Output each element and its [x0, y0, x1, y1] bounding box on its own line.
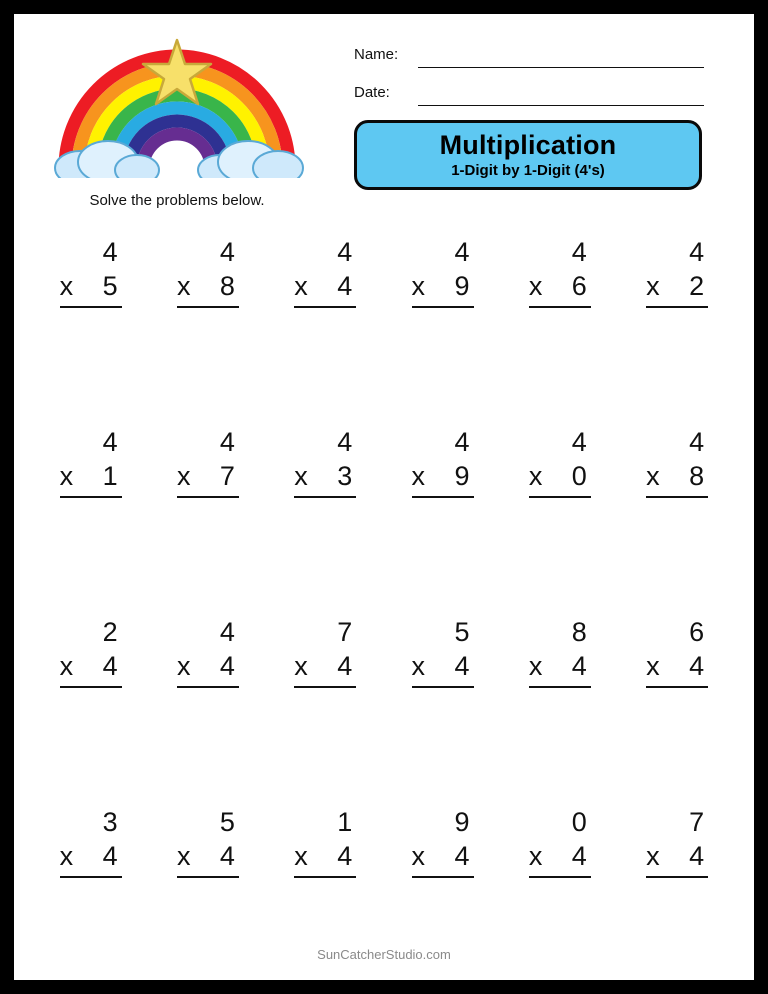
problem-operand-bottom: 4	[689, 650, 705, 681]
title-main: Multiplication	[439, 129, 617, 160]
problem-operand-bottom: 8	[219, 270, 235, 301]
problem-operand-top: 4	[571, 237, 587, 267]
operator-symbol: x	[411, 270, 426, 301]
problem-operand-bottom-row	[60, 650, 122, 688]
problem-operand-bottom: 0	[571, 460, 587, 491]
problem-operand-bottom: 4	[102, 840, 118, 871]
operator-symbol: x	[176, 270, 191, 301]
problem-operand-top: 4	[219, 427, 235, 457]
operator-symbol: x	[294, 840, 308, 871]
problem-operand-bottom-row	[646, 270, 708, 308]
problem-operand-bottom-row	[412, 270, 474, 308]
problem-operand-bottom-row	[412, 840, 474, 878]
operator-symbol: x	[176, 650, 191, 681]
problem-operand-top: 4	[571, 427, 587, 457]
problem-operand-top: 3	[102, 807, 118, 837]
problem-operand-bottom: 3	[337, 460, 353, 491]
problem-operand-bottom: 9	[454, 270, 470, 301]
operator-symbol: x	[411, 460, 426, 491]
problem-operand-bottom: 6	[571, 270, 587, 301]
operator-symbol: x	[59, 840, 74, 871]
problem-operand-bottom: 4	[337, 650, 353, 681]
problem-operand-bottom-row	[646, 460, 708, 498]
problem-operand-top: 9	[454, 807, 470, 837]
operator-symbol: x	[528, 460, 543, 491]
operator-symbol: x	[528, 650, 543, 681]
problem-operand-bottom-row	[529, 460, 591, 498]
problem-operand-bottom-row	[294, 460, 356, 498]
operator-symbol: x	[294, 460, 308, 491]
problem-operand-bottom-row	[529, 840, 591, 878]
name-input-line[interactable]	[418, 66, 704, 68]
operator-symbol: x	[411, 840, 426, 871]
problem-operand-bottom: 4	[337, 840, 353, 871]
problem-operand-bottom-row	[177, 270, 239, 308]
worksheet-header	[14, 14, 754, 214]
problem-operand-bottom-row	[294, 840, 356, 878]
problem-operand-bottom: 4	[454, 840, 470, 871]
problem-cell	[384, 606, 501, 796]
problem-cell	[32, 416, 149, 606]
problem-operand-bottom: 4	[571, 840, 587, 871]
problem-operand-top: 4	[102, 237, 118, 267]
problem-cell	[32, 226, 149, 416]
problem-operand-top: 7	[689, 807, 705, 837]
instruction-text: Solve the problems below.	[89, 192, 265, 209]
operator-symbol: x	[294, 270, 308, 301]
problem-cell	[618, 416, 735, 606]
problem-operand-bottom: 4	[219, 840, 235, 871]
problem-operand-top: 4	[102, 427, 118, 457]
operator-symbol: x	[646, 650, 660, 681]
problem-operand-bottom-row	[529, 270, 591, 308]
problem-cell	[501, 416, 618, 606]
problem-cell	[501, 606, 618, 796]
problem-operand-bottom: 9	[454, 460, 470, 491]
problem-operand-bottom-row	[177, 460, 239, 498]
problem-operand-bottom: 8	[689, 460, 705, 491]
problem-operand-bottom-row	[412, 460, 474, 498]
problem-operand-bottom-row	[646, 650, 708, 688]
problem-operand-bottom: 1	[102, 460, 118, 491]
problem-operand-top: 6	[689, 617, 705, 647]
problem-operand-top: 1	[337, 807, 353, 837]
operator-symbol: x	[294, 650, 308, 681]
problem-operand-top: 7	[337, 617, 353, 647]
operator-symbol: x	[176, 840, 191, 871]
operator-symbol: x	[528, 270, 543, 301]
problem-operand-top: 5	[454, 617, 470, 647]
problem-cell	[149, 416, 266, 606]
problem-row	[32, 226, 736, 416]
problem-cell	[149, 606, 266, 796]
problem-operand-top: 4	[337, 427, 353, 457]
problem-operand-bottom-row	[177, 650, 239, 688]
problem-cell	[618, 226, 735, 416]
problem-operand-bottom: 7	[219, 460, 235, 491]
problem-operand-bottom: 5	[102, 270, 118, 301]
problem-operand-top: 4	[454, 237, 470, 267]
name-label: Name:	[354, 46, 399, 63]
problem-operand-bottom-row	[177, 840, 239, 878]
operator-symbol: x	[59, 650, 74, 681]
problem-operand-bottom: 2	[689, 270, 705, 301]
problem-operand-bottom-row	[60, 460, 122, 498]
problem-operand-bottom: 4	[689, 840, 705, 871]
problem-operand-bottom: 4	[102, 650, 118, 681]
problem-operand-bottom: 4	[219, 650, 235, 681]
problem-operand-bottom-row	[412, 650, 474, 688]
operator-symbol: x	[176, 460, 191, 491]
operator-symbol: x	[646, 840, 660, 871]
problem-operand-bottom-row	[60, 270, 122, 308]
operator-symbol: x	[646, 460, 660, 491]
name-field-row	[354, 44, 704, 70]
problem-cell	[149, 226, 266, 416]
worksheet-page	[14, 14, 754, 980]
date-label: Date:	[354, 84, 390, 101]
operator-symbol: x	[59, 270, 74, 301]
problem-operand-bottom: 4	[454, 650, 470, 681]
operator-symbol: x	[59, 460, 74, 491]
problem-operand-top: 4	[219, 617, 235, 647]
problem-row	[32, 416, 736, 606]
problem-operand-bottom-row	[646, 840, 708, 878]
title-banner	[354, 120, 702, 190]
problem-cell	[267, 416, 384, 606]
problem-operand-bottom-row	[529, 650, 591, 688]
problem-operand-bottom: 4	[337, 270, 353, 301]
problem-row	[32, 606, 736, 796]
operator-symbol: x	[528, 840, 543, 871]
problem-operand-top: 4	[337, 237, 353, 267]
footer-credit: SunCatcherStudio.com	[317, 947, 451, 962]
rainbow-illustration	[32, 28, 322, 178]
problem-operand-top: 5	[219, 807, 235, 837]
problem-operand-top: 4	[219, 237, 235, 267]
problem-operand-bottom: 4	[571, 650, 587, 681]
problem-operand-top: 4	[689, 237, 705, 267]
problem-cell	[501, 226, 618, 416]
problem-operand-bottom-row	[60, 840, 122, 878]
operator-symbol: x	[411, 650, 426, 681]
problem-cell	[32, 606, 149, 796]
operator-symbol: x	[646, 270, 660, 301]
problems-grid	[32, 226, 736, 926]
problem-cell	[384, 226, 501, 416]
problem-operand-top: 8	[571, 617, 587, 647]
date-field-row	[354, 82, 704, 108]
problem-operand-bottom-row	[294, 270, 356, 308]
problem-cell	[267, 606, 384, 796]
problem-cell	[267, 226, 384, 416]
problem-cell	[384, 416, 501, 606]
problem-operand-top: 2	[102, 617, 118, 647]
problem-operand-top: 4	[689, 427, 705, 457]
problem-cell	[618, 606, 735, 796]
problem-operand-top: 4	[454, 427, 470, 457]
date-input-line[interactable]	[418, 104, 704, 106]
problem-operand-top: 0	[571, 807, 587, 837]
title-subtitle: 1-Digit by 1-Digit (4's)	[451, 162, 605, 180]
problem-operand-bottom-row	[294, 650, 356, 688]
